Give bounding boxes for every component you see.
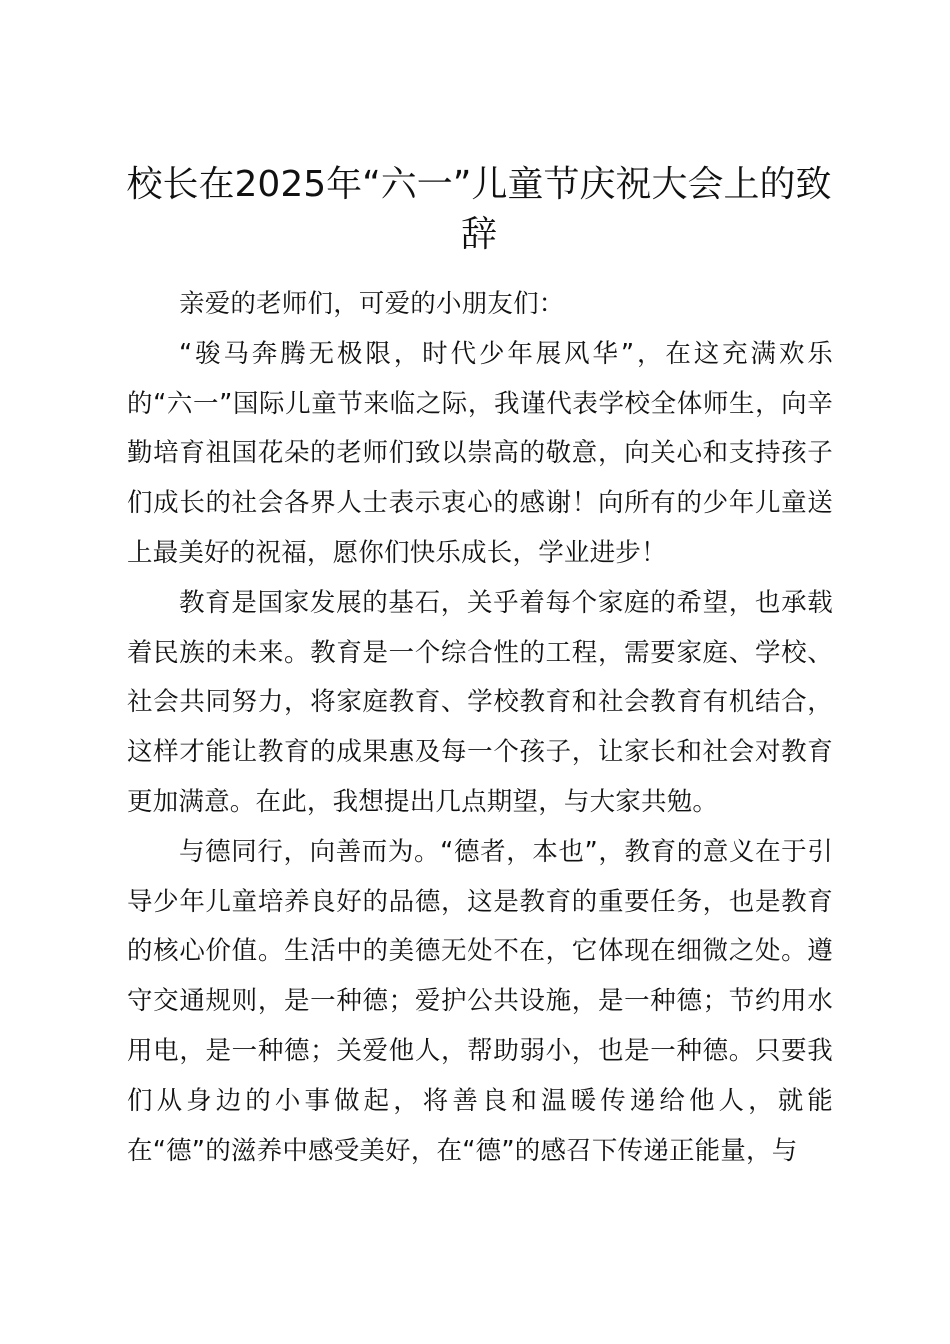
document-body [127, 280, 833, 1176]
virtue-paragraph: 与德同行，向善而为。“德者，本也”，教育的意义在于引导少年儿童培养良好的品德，这是教育的重要任务，也是教育的核心价值。生活中的美德无处不在，它体现在细微之处。遵守交通规则，是一种德；爱护公共设施，是一种德；节约用水用电，是一种德；关爱他人，帮助弱小，也是一种德。只要我们从身边的小事做起，将善良和温暖传递给他人，就能在“德”的滋养中感受美好，在“德”的感召下传递正能量，与 [127, 836, 833, 1166]
education-paragraph: 教育是国家发展的基石，关乎着每个家庭的希望，也承载着民族的未来。教育是一个综合性的工程，需要家庭、学校、社会共同努力，将家庭教育、学校教育和社会教育有机结合，这样才能让教育的成果惠及每一个孩子，让家长和社会对教育更加满意。在此，我想提出几点期望，与大家共勉。 [127, 587, 833, 817]
opening-paragraph: “骏马奔腾无极限，时代少年展风华”，在这充满欢乐的“六一”国际儿童节来临之际，我谨代表学校全体师生，向辛勤培育祖国花朵的老师们致以崇高的敬意，向关心和支持孩子们成长的社会各界人士表示衷心的感谢！向所有的少年儿童送上最美好的祝福，愿你们快乐成长，学业进步！ [127, 338, 833, 568]
salutation-paragraph: 亲爱的老师们，可爱的小朋友们： [179, 289, 565, 319]
document-title: 校长在2025年“六一”儿童节庆祝大会上的致辞 [126, 164, 832, 255]
